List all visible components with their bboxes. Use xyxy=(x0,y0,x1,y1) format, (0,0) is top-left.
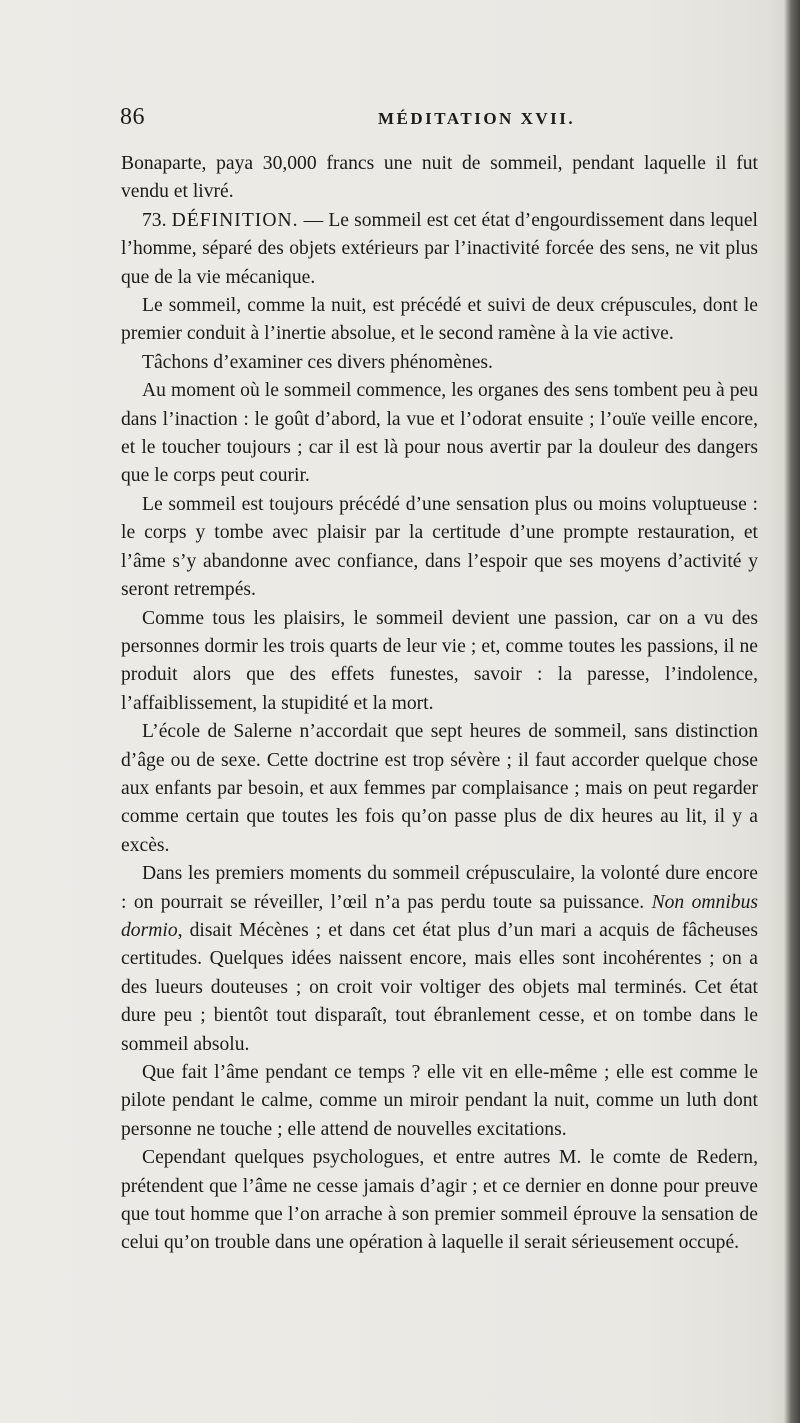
paragraph-definition xyxy=(121,207,758,292)
paragraph-text: Dans les premiers moments du sommeil crépusculaire, la volonté dure encore : on pourrait se réveiller, l’œil n’a pas perdu toute sa puissance. xyxy=(121,863,758,913)
paragraph: Le sommeil est toujours précédé d’une sensation plus ou moins voluptueuse : le corps y tombe avec plaisir par la certitude d’une prompte restauration, et l’âme s’y abandonne avec confiance, dans l’espoir que ses moyens d’activité y seront retrempés. xyxy=(121,493,758,601)
paragraph: L’école de Salerne n’accordait que sept heures de sommeil, sans distinction d’âge ou de sexe. Cette doctrine est trop sévère ; il faut accorder quelque chose aux enfants par besoin, et aux femmes par complaisance ; mais on peut regarder comme certain que toutes les fois qu’on passe plus de dix heures au lit, il y a excès. xyxy=(121,721,758,856)
paragraph-text: , disait Mécènes ; et dans cet état plus d’un mari a acquis de fâcheuses certitudes. Quelques idées naissent encore, mais elles sont incohérentes ; on a des lueurs douteuses ; on croit voir voltiger des objets mal terminés. Cet état dure peu ; bientôt tout disparaît, tout ébranlement cesse, et on tombe dans le sommeil absolu. xyxy=(121,919,758,1055)
paragraph: Tâchons d’examiner ces divers phénomènes. xyxy=(142,351,493,373)
paragraph-continuation: Bonaparte, paya 30,000 francs une nuit de sommeil, pendant laquelle il fut vendu et livré. xyxy=(121,153,758,203)
paragraph: Que fait l’âme pendant ce temps ? elle vit en elle-même ; elle est comme le pilote pendant le calme, comme un miroir pendant la nuit, comme un luth dont personne ne touche ; elle attend de nouvelles excitations. xyxy=(121,1062,758,1140)
page-header xyxy=(120,104,760,134)
body-text xyxy=(121,150,758,1258)
definition-text: — Le sommeil est cet état d’engourdissement dans lequel l’homme, séparé des objets extérieurs par l’inactivité forcée des sens, ne vit plus que de la vie mécanique. xyxy=(121,209,758,288)
latin-quote: Non omnibus dormio xyxy=(121,891,759,941)
running-title: MÉDITATION XVII. xyxy=(378,109,576,128)
definition-label: DÉFINITION. xyxy=(171,209,299,231)
section-number: 73. xyxy=(142,209,167,231)
paragraph-with-quote xyxy=(121,860,758,1059)
page-number: 86 xyxy=(120,104,145,130)
paragraph: Le sommeil, comme la nuit, est précédé et suivi de deux crépuscules, dont le premier conduit à l’inertie absolue, et le second ramène à la vie active. xyxy=(121,295,758,345)
paragraph: Cependant quelques psychologues, et entre autres M. le comte de Redern, prétendent que l’âme ne cesse jamais d’agir ; et ce dernier en donne pour preuve que tout homme que l’on arrache à son premier sommeil éprouve la sensation de celui qu’on trouble dans une opération à laquelle il serait sérieusement occupé. xyxy=(121,1147,758,1254)
page-edge-shadow xyxy=(784,0,800,1423)
paragraph: Au moment où le sommeil commence, les organes des sens tombent peu à peu dans l’inaction : le goût d’abord, la vue et l’odorat ensuite ; l’ouïe veille encore, et le toucher toujours ; car il est là pour nous avertir par la douleur des dangers que le corps peut courir. xyxy=(121,380,758,487)
paragraph: Comme tous les plaisirs, le sommeil devient une passion, car on a vu des personnes dormir les trois quarts de leur vie ; et, comme toutes les passions, il ne produit alors que des effets funestes, savoir : la paresse, l’indolence, l’affaiblissement, la stupidité et la mort. xyxy=(121,607,758,714)
